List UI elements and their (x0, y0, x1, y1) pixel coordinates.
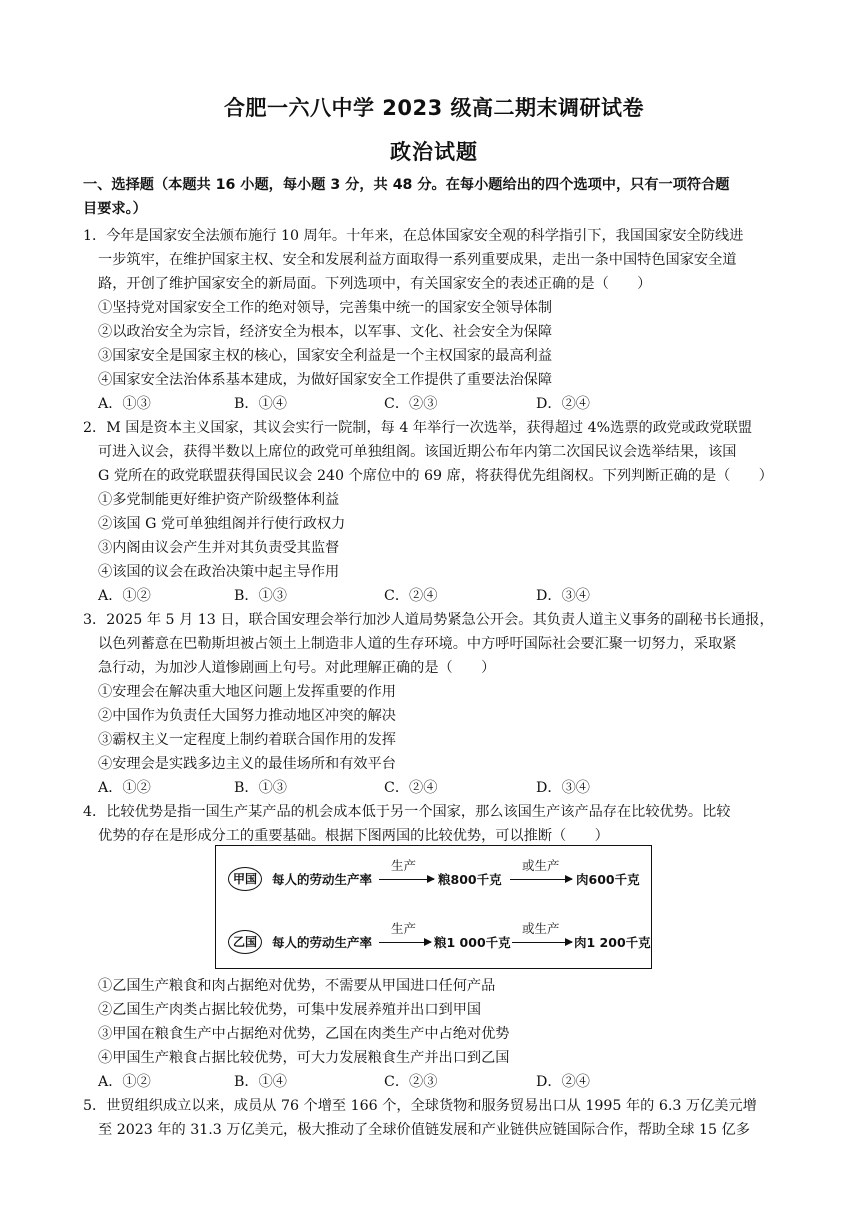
q3-stem-line: 以色列蓄意在巴勒斯坦被占领土上制造非人道的生存环境。中方呼吁国际社会要汇聚一切努力，采取紧 (98, 636, 737, 652)
q2-option-d: D．③④ (536, 588, 590, 604)
q1-option-a: A．①③ (98, 396, 151, 412)
row1-arrow2 (510, 879, 572, 880)
q2-statement: ④该国的议会在政治决策中起主导作用 (98, 564, 340, 580)
row1-label: 每人的劳动生产率 (272, 872, 373, 887)
q3-stem-line: 3．2025 年 5 月 13 日，联合国安理会举行加沙人道局势紧急公开会。其负责人道主义事务的副秘书长通报， (83, 612, 774, 628)
q3-statement: ④安理会是实践多边主义的最佳场所和有效平台 (98, 756, 396, 772)
exam-title: 合肥一六八中学 2023 级高二期末调研试卷 (223, 96, 645, 120)
q5-stem-line: 至 2023 年的 31.3 万亿美元，极大推动了全球价值链发展和产业链供应链国际合作，帮助全球 15 亿多 (98, 1122, 750, 1138)
q4-statement: ②乙国生产肉类占据比较优势，可集中发展养殖并出口到甲国 (98, 1002, 482, 1018)
q1-option-c: C．②③ (384, 396, 438, 412)
q3-statement: ②中国作为负责任大国努力推动地区冲突的解决 (98, 708, 396, 724)
row1-product2: 肉600千克 (576, 872, 640, 887)
q2-option-a: A．①② (98, 588, 151, 604)
q3-option-c: C．②④ (384, 780, 438, 796)
q2-stem-line: 2．M 国是资本主义国家，其议会实行一院制，每 4 年举行一次选举，获得超过 4%选票的政党或政党联盟 (83, 420, 753, 436)
row1-arrow1-label: 生产 (391, 858, 417, 873)
section-heading: 一、选择题（本题共 16 小题，每小题 3 分，共 48 分。在每小题给出的四个选项中，只有一项符合题 (83, 177, 730, 193)
row1-arrow1 (379, 879, 434, 880)
q1-stem-line: 1．今年是国家安全法颁布施行 10 周年。十年来，在总体国家安全观的科学指引下，我国国家安全防线进 (83, 228, 744, 244)
row2-arrow1 (379, 942, 431, 943)
row2-arrow2-label: 或生产 (522, 921, 560, 936)
row1-product1: 粮800千克 (438, 872, 502, 887)
exam-subtitle: 政治试题 (390, 140, 478, 164)
q5-stem-line: 5．世贸组织成立以来，成员从 76 个增至 166 个，全球货物和服务贸易出口从 1995 年的 6.3 万亿美元增 (83, 1098, 757, 1114)
row2-product1: 粮1 000千克 (434, 935, 511, 950)
q3-statement: ①安理会在解决重大地区问题上发挥重要的作用 (98, 684, 396, 700)
row1-arrow2-label: 或生产 (522, 858, 560, 873)
q4-statement: ①乙国生产粮食和肉占据绝对优势，不需要从甲国进口任何产品 (98, 978, 496, 994)
q1-statement: ④国家安全法治体系基本建成，为做好国家安全工作提供了重要法治保障 (98, 372, 553, 388)
row2-arrow2 (512, 942, 572, 943)
q3-option-d: D．③④ (536, 780, 590, 796)
q2-option-b: B．①③ (234, 588, 287, 604)
q1-statement: ①坚持党对国家安全工作的绝对领导，完善集中统一的国家安全领导体制 (98, 300, 553, 316)
q2-stem-line: G 党所在的政党联盟获得国民议会 240 个席位中的 69 席，将获得优先组阁权。下列判断正确的是（ ） (98, 468, 773, 484)
q4-option-c: C．②③ (384, 1074, 438, 1090)
country-a-badge: 甲国 (228, 867, 262, 891)
q3-stem-line: 急行动，为加沙人道惨剧画上句号。对此理解正确的是（ ） (98, 660, 496, 676)
q3-option-b: B．①③ (234, 780, 287, 796)
q4-stem-line: 4．比较优势是指一国生产某产品的机会成本低于另一个国家，那么该国生产该产品存在比较优势。比较 (83, 804, 731, 820)
q4-statement: ③甲国在粮食生产中占据绝对优势，乙国在肉类生产中占绝对优势 (98, 1026, 510, 1042)
q3-option-a: A．①② (98, 780, 151, 796)
row2-product2: 肉1 200千克 (574, 935, 651, 950)
comparative-advantage-diagram (215, 845, 652, 969)
section-heading-cont: 目要求。） (83, 201, 147, 217)
row2-label: 每人的劳动生产率 (272, 935, 373, 950)
q2-statement: ①多党制能更好维护资产阶级整体利益 (98, 492, 340, 508)
q4-stem-line: 优势的存在是形成分工的重要基础。根据下图两国的比较优势，可以推断（ ） (98, 828, 609, 844)
row2-arrow1-label: 生产 (391, 921, 417, 936)
q4-option-b: B．①④ (234, 1074, 287, 1090)
q1-option-d: D．②④ (536, 396, 590, 412)
q1-stem-line: 一步筑牢，在维护国家主权、安全和发展利益方面取得一系列重要成果，走出一条中国特色国家安全道 (98, 252, 737, 268)
q4-option-a: A．①② (98, 1074, 151, 1090)
q1-option-b: B．①④ (234, 396, 287, 412)
q1-statement: ③国家安全是国家主权的核心，国家安全利益是一个主权国家的最高利益 (98, 348, 553, 364)
q1-statement: ②以政治安全为宗旨，经济安全为根本，以军事、文化、社会安全为保障 (98, 324, 553, 340)
q2-statement: ②该国 G 党可单独组阁并行使行政权力 (98, 516, 346, 532)
q2-option-c: C．②④ (384, 588, 438, 604)
q4-statement: ④甲国生产粮食占据比较优势，可大力发展粮食生产并出口到乙国 (98, 1050, 510, 1066)
q1-stem-line: 路，开创了维护国家安全的新局面。下列选项中，有关国家安全的表述正确的是（ ） (98, 276, 652, 292)
q2-statement: ③内阁由议会产生并对其负责受其监督 (98, 540, 340, 556)
q3-statement: ③霸权主义一定程度上制约着联合国作用的发挥 (98, 732, 396, 748)
q2-stem-line: 可进入议会，获得半数以上席位的政党可单独组阁。该国近期公布年内第二次国民议会选举结果，该国 (98, 444, 737, 460)
q4-option-d: D．②④ (536, 1074, 590, 1090)
country-b-badge: 乙国 (228, 930, 262, 954)
